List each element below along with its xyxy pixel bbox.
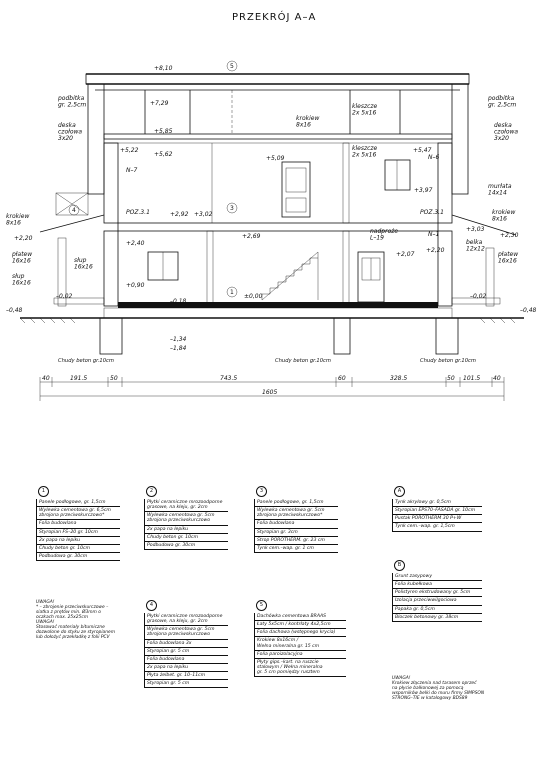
spec-layer-row: 2x papa na lepiku	[37, 537, 120, 545]
circle-mark-5	[227, 61, 237, 71]
svg-text:4: 4	[72, 207, 76, 214]
staircase	[262, 252, 318, 300]
svg-text:+2,30: +2,30	[500, 232, 519, 239]
spec-layer-row: Styropian gr. 5 cm	[145, 648, 228, 656]
first-floor-left-wall	[104, 143, 118, 223]
label-nadproze: nadproże L–19	[370, 228, 399, 242]
svg-text:101.5: 101.5	[463, 375, 481, 382]
svg-text:+2,07: +2,07	[396, 251, 415, 258]
spec-layer-row: Folia budowlana 3x	[145, 640, 228, 648]
label-kleszcze-mid: kleszcze 2x 5x16	[352, 145, 378, 159]
dimension-total: 1605	[262, 389, 278, 396]
svg-text:+5,47: +5,47	[413, 147, 432, 154]
svg-text:50: 50	[447, 375, 455, 382]
svg-text:–0,48: –0,48	[6, 307, 23, 314]
svg-text:–0,18: –0,18	[170, 298, 187, 305]
svg-text:40: 40	[42, 375, 50, 382]
label-deska-right: deska czołowa 3x20	[494, 122, 519, 142]
svg-text:+2,20: +2,20	[14, 235, 33, 242]
label-slup-inner: słup 16x16	[74, 257, 93, 271]
label-poz-left: POZ.3.1	[126, 209, 150, 216]
svg-text:+3,03: +3,03	[466, 226, 485, 233]
spec-layer-row: Panele podłogowe, gr. 1,5cm	[37, 499, 120, 507]
label-krokiew-left: krokiew 8x16	[6, 213, 30, 227]
foundation-left	[100, 318, 122, 354]
label-n6: N–6	[428, 154, 440, 161]
spec-layer-row: Płyta żelbet. gr. 10–11cm	[145, 672, 228, 680]
spec-layer-row: Styropian EPS70–FASADA gr. 10cm	[393, 507, 482, 515]
spec-2-rows	[144, 499, 228, 550]
label-murlata: murłata 14x14	[488, 183, 512, 197]
svg-text:+5,22: +5,22	[120, 147, 139, 154]
svg-text:+5,62: +5,62	[154, 151, 173, 158]
label-podbitka-right: podbitka gr. 2,5cm	[488, 95, 517, 109]
svg-text:191.5: 191.5	[70, 375, 88, 382]
svg-text:60: 60	[338, 375, 346, 382]
svg-text:+2,20: +2,20	[426, 247, 445, 254]
member-labels	[6, 95, 518, 287]
svg-text:Chudy beton gr.10cm: Chudy beton gr.10cm	[275, 358, 331, 364]
svg-text:1: 1	[230, 289, 234, 296]
door-first-floor	[282, 162, 310, 217]
spec-layer-row: Polistyren ekstrudowany gr. 5cm	[393, 589, 482, 597]
ground-floor-right-wall	[438, 231, 452, 306]
label-poz-right: POZ.3.1	[420, 209, 444, 216]
spec-layer-row: 2x papa na lepiku	[145, 526, 228, 534]
spec-layer-row: Pustak POROTHERM 30 P+W	[393, 515, 482, 523]
svg-text:–0,02: –0,02	[56, 293, 73, 300]
ground-floor-left-wall	[104, 231, 118, 306]
spec-layer-row: Chudy beton gr. 10cm	[145, 534, 228, 542]
first-floor-partition	[343, 143, 349, 223]
label-podbitka-left: podbitka gr. 2,5cm	[58, 95, 87, 109]
dimension-chain	[40, 375, 504, 401]
spec-layer-row: Bloczek betonowy gr. 38cm	[393, 614, 482, 622]
spec-layer-row: Płytki ceramiczne mrozoodporne grasowe, na kleju, gr. 2cm	[145, 613, 228, 626]
spec-layer-row: Papaka gr. 0,5cm	[393, 606, 482, 614]
label-platew-left: płatew 16x16	[12, 251, 33, 265]
note-right: UWAGA! Krokiew złączenia nad tarasem oprzeć na płycie balkonowej za pomocą wsporników belki do muru firmy SIMPSON STRONG–TIE w katalogowy BDS89	[392, 676, 485, 702]
svg-text:+3,02: +3,02	[194, 211, 213, 218]
svg-text:Chudy beton gr.10cm: Chudy beton gr.10cm	[420, 358, 476, 364]
spec-3-rows	[254, 499, 338, 553]
spec-5: 5 Dachówka cementowa BRAAS Łaty 5x5cm / kontrłaty 4x2,5cm Folia dachowa (wstępnego krycia) Krokiew 8x16cm / Wełna mineralna gr. 15 cm Folia paroizolacyjna Płyty gips.–kart. na ruszcie stalowym / Wełna mineralna gr. 5 cm pomiędzy rusztem	[254, 600, 346, 677]
circle-mark-4	[69, 205, 79, 215]
spec-2: 2 Płytki ceramiczne mrozoodporne grasowe, na kleju, gr. 2cm Wylewka cementowa gr. 5cm zbrojona przeciwskurczowo 2x papa na lepiku Chudy beton gr. 10cm Podbudowa gr. 30cm	[144, 486, 228, 550]
spec-layer-row: Wylewka cementowa gr. 5cm zbrojona przeciwskurczowo*	[255, 507, 338, 520]
label-platew-right: płatew 16x16	[498, 251, 519, 265]
svg-text:+0,90: +0,90	[126, 282, 145, 289]
svg-text:+2,92: +2,92	[170, 211, 189, 218]
spec-layer-row: Izolacja przeciwwilgociowa	[393, 597, 482, 605]
spec-layer-row: Tynk cem.–wap. gr. 1,5cm	[393, 523, 482, 531]
spec-layer-row: Tynk cem.–wap. gr. 1 cm	[255, 545, 338, 553]
spec-B-rows	[392, 573, 482, 622]
label-n1: N–1	[428, 231, 440, 238]
svg-text:±0,00: ±0,00	[244, 293, 263, 300]
spec-layer-row: Płyty gips.–kart. na ruszcie stalowym / Wełna mineralna gr. 5 cm pomiędzy rusztem	[255, 659, 346, 677]
svg-text:–0,02: –0,02	[470, 293, 487, 300]
label-krokiew-top: krokiew 8x16	[296, 115, 320, 129]
spec-1-rows	[36, 499, 120, 561]
svg-text:3: 3	[230, 205, 234, 212]
spec-layer-row: Folia paroizolacyjna	[255, 651, 346, 659]
spec-layer-row: Łaty 5x5cm / kontrłaty 4x2,5cm	[255, 621, 346, 629]
svg-text:–1,34: –1,34	[170, 336, 187, 343]
spec-layer-row: Folia dachowa (wstępnego krycia)	[255, 629, 346, 637]
label-n7: N–7	[126, 167, 138, 174]
right-terrace-column	[486, 248, 494, 306]
spec-layer-row: Folia budowlana	[37, 520, 120, 528]
spec-layer-row: Podbudowa gr. 30cm	[37, 553, 120, 561]
note-left: UWAGA! * – zbrojenie przeciwskurczowe – siatka z prętów min. Ø3mm o oczkach max. 25x25cm UWAGA! Stosować materiały bitumiczne dozwolone do styku ze styropianem lub dołożyć przekładkę z folii PCV	[36, 600, 115, 641]
svg-text:Chudy beton gr.10cm: Chudy beton gr.10cm	[58, 358, 114, 364]
label-kleszcze-top: kleszcze 2x 5x16	[352, 103, 378, 117]
spec-layer-row: 2x papa na lepiku	[145, 664, 228, 672]
label-slup-left: słup 16x16	[12, 273, 31, 287]
ground-floor-partition-left	[207, 231, 213, 306]
spec-4-rows	[144, 613, 228, 688]
spec-B: B Grunt zasypowy Folia kubełkowa Polistyren ekstrudowany gr. 5cm Izolacja przeciwwilgociowa Papaka gr. 0,5cm Bloczek betonowy gr. 38cm	[392, 560, 482, 622]
spec-A: A Tynk akrylowy gr. 0,5cm Styropian EPS70–FASADA gr. 10cm Pustak POROTHERM 30 P+W Tynk cem.–wap. gr. 1,5cm	[392, 486, 482, 532]
svg-text:50: 50	[110, 375, 118, 382]
svg-text:328.5: 328.5	[390, 375, 408, 382]
section-title: PRZEKRÓJ A–A	[232, 12, 317, 23]
spec-layer-row: Panele podłogowe, gr. 1,5cm	[255, 499, 338, 507]
foundation-labels	[58, 358, 476, 364]
svg-text:743.5: 743.5	[220, 375, 238, 382]
svg-text:+5,09: +5,09	[266, 155, 285, 162]
spec-3: 3 Panele podłogowe, gr. 1,5cm Wylewka cementowa gr. 5cm zbrojona przeciwskurczowo* Folia budowlana Styropian gr. 3cm Strop POROTHERM. gr. 23 cm Tynk cem.–wap. gr. 1 cm	[254, 486, 338, 553]
spec-layer-row: Wylewka cementowa gr. 5cm zbrojona przeciwskurczowo	[145, 512, 228, 525]
spec-layer-row: Strop POROTHERM. gr. 23 cm	[255, 537, 338, 545]
ground-substrate	[104, 308, 452, 318]
roof-covering	[86, 74, 469, 84]
spec-layer-row: Styropian gr. 5 cm	[145, 680, 228, 688]
spec-1: 1 Panele podłogowe, gr. 1,5cm Wylewka cementowa gr. 6,5cm zbrojona przeciwskurczowo* Folia budowlana Styropian FS–20 gr. 10cm 2x papa na lepiku Chudy beton gr. 10cm Podbudowa gr. 30cm	[36, 486, 120, 561]
spec-layer-row: Dachówka cementowa BRAAS	[255, 613, 346, 621]
spec-layer-row: Wylewka cementowa gr. 5cm zbrojona przeciwskurczowo	[145, 626, 228, 639]
spec-layer-row: Chudy beton gr. 10cm	[37, 545, 120, 553]
foundation-mid	[334, 318, 350, 354]
spec-layer-row: Tynk akrylowy gr. 0,5cm	[393, 499, 482, 507]
spec-layer-row: Podbudowa gr. 30cm	[145, 542, 228, 550]
spec-layer-row: Folia budowlana	[145, 656, 228, 664]
right-gable-wall	[452, 84, 468, 194]
svg-text:–1,84: –1,84	[170, 345, 187, 352]
label-krokiew-right: krokiew 8x16	[492, 209, 516, 223]
spec-layer-row: Płytki ceramiczne mrozoodporne grasowe, na kleju, gr. 2cm	[145, 499, 228, 512]
svg-text:40: 40	[493, 375, 501, 382]
spec-layer-row: Folia budowlana	[255, 520, 338, 528]
spec-layer-row: Styropian FS–20 gr. 10cm	[37, 529, 120, 537]
svg-text:5: 5	[230, 63, 234, 70]
spec-layer-row: Folia kubełkowa	[393, 581, 482, 589]
foundation-right	[436, 318, 458, 354]
svg-text:+3,97: +3,97	[414, 187, 433, 194]
svg-text:+2,69: +2,69	[242, 233, 261, 240]
spec-layer-row: Styropian gr. 3cm	[255, 529, 338, 537]
ground-floor-partition-right	[343, 231, 349, 306]
elev-top: +8,10	[154, 65, 173, 72]
window-first-floor	[385, 160, 410, 190]
spec-layer-row: Wylewka cementowa gr. 6,5cm zbrojona przeciwskurczowo*	[37, 507, 120, 520]
svg-text:–0,48: –0,48	[520, 307, 537, 314]
svg-text:+2,40: +2,40	[126, 240, 145, 247]
spec-A-rows	[392, 499, 482, 532]
label-belka-right: belka 12x12	[466, 239, 485, 253]
left-gable-wall	[88, 84, 104, 194]
spec-layer-row: Grunt zasypowy	[393, 573, 482, 581]
ground-floor-slab	[118, 302, 438, 308]
svg-text:+7,29: +7,29	[150, 100, 169, 107]
spec-4: 4 Płytki ceramiczne mrozoodporne grasowe, na kleju, gr. 2cm Wylewka cementowa gr. 5cm zbrojona przeciwskurczowo Folia budowlana 3x Styropian gr. 5 cm Folia budowlana 2x papa na lepiku Płyta żelbet. gr. 10–11cm Styropian gr. 5 cm	[144, 600, 228, 688]
spec-5-rows	[254, 613, 346, 677]
spec-layer-row: Krokiew 8x16cm / Wełna mineralna gr. 15 cm	[255, 637, 346, 650]
circle-mark-1	[227, 287, 237, 297]
svg-text:+5,85: +5,85	[154, 128, 173, 135]
circle-mark-3	[227, 203, 237, 213]
label-deska-left: deska czołowa 3x20	[58, 122, 83, 142]
